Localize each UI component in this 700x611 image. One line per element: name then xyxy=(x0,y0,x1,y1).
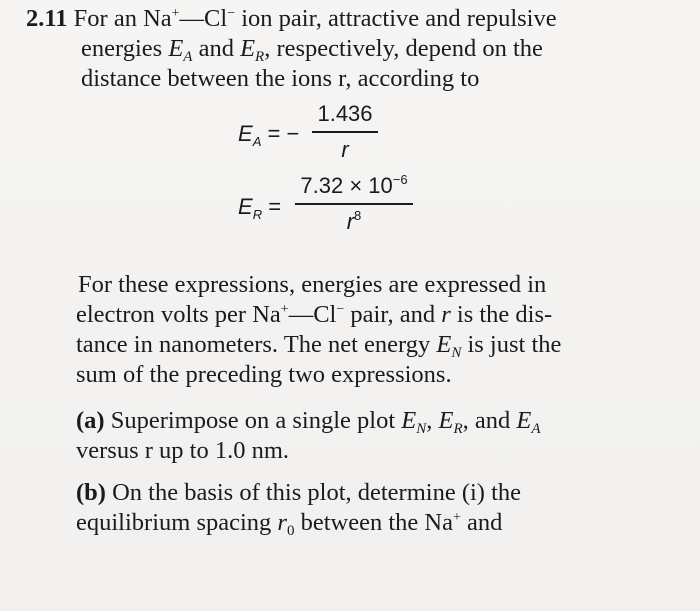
intro-line-2: energies $E_A$ and $E_R$, respectively, depend on the xyxy=(81,35,543,65)
ea-denominator: r xyxy=(341,136,349,162)
part-a-line-1: (a) Superimpose on a single plot $E_N$, $E_R$, and $E_A$ xyxy=(76,407,541,437)
er-fraction-bar xyxy=(295,203,413,205)
ea-fraction-bar xyxy=(312,131,378,133)
body-line-4: sum of the preceding two expressions. xyxy=(76,361,452,388)
er-denominator: $r^8$ xyxy=(346,207,362,234)
body-line-2: electron volts per Na+—Cl− pair, and r is the dis- xyxy=(76,301,553,328)
bleed-through-text xyxy=(500,128,505,151)
er-numerator: $7.32 \times 10^{-6}$ xyxy=(300,172,408,198)
problem-number: 2.11 xyxy=(26,5,68,32)
part-b-line-2: equilibrium spacing $r_0$ between the Na+ and xyxy=(76,509,503,539)
part-a-label: (a) xyxy=(76,407,105,434)
intro-line-1: 2.11 For an Na+—Cl− ion pair, attractive and repulsive xyxy=(26,5,557,32)
body-line-1: For these expressions, energies are expressed in xyxy=(78,271,547,298)
part-b-label: (b) xyxy=(76,479,106,506)
body-line-3: tance in nanometers. The net energy $E_N$ is just the xyxy=(76,331,562,361)
ea-fraction xyxy=(312,101,378,163)
er-fraction xyxy=(295,173,413,235)
er-lhs: $E_R$ = xyxy=(238,194,282,222)
part-b-line-1: (b) On the basis of this plot, determine (i) the xyxy=(76,479,522,506)
ea-lhs: $E_A$ = − xyxy=(238,121,300,149)
intro-line-3: distance between the ions r, according to xyxy=(81,65,480,92)
ea-numerator: 1.436 xyxy=(317,101,373,126)
part-a-line-2: versus r up to 1.0 nm. xyxy=(76,437,289,464)
